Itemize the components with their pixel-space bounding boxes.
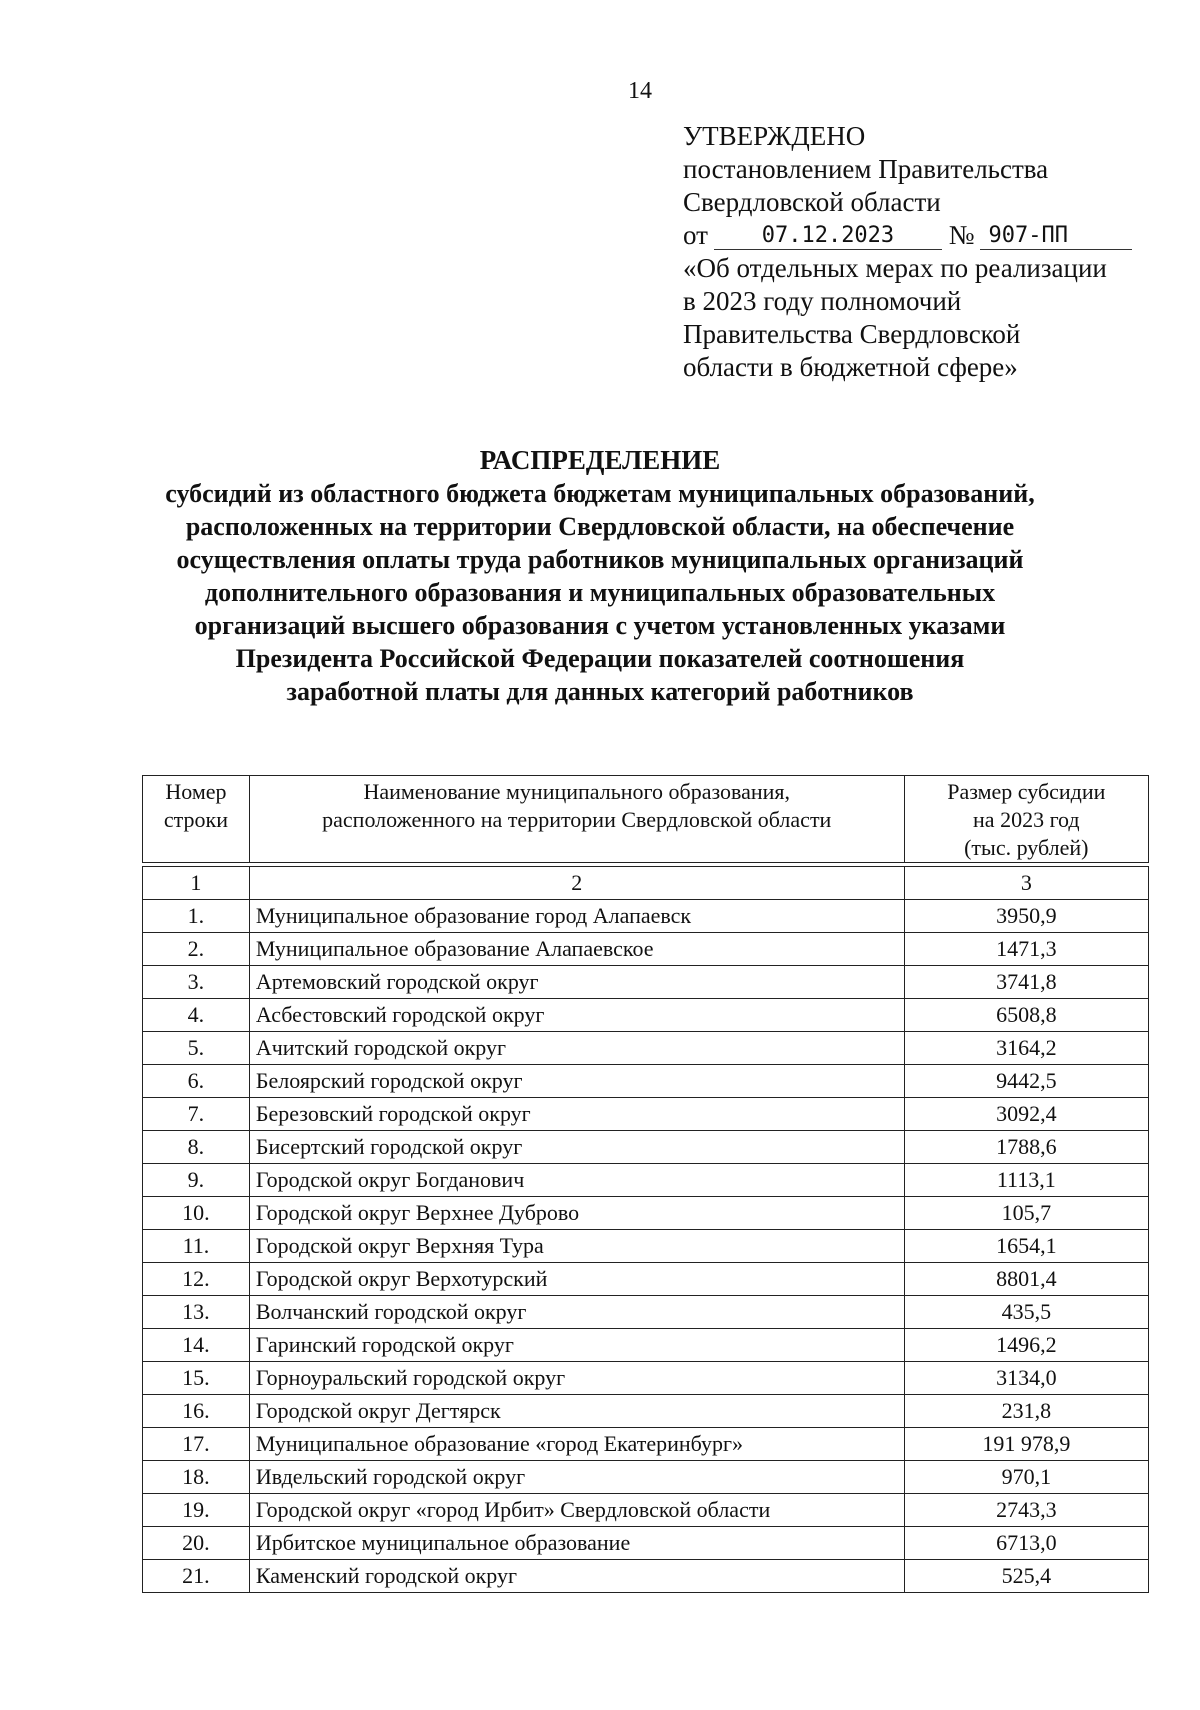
- number-label: №: [948, 220, 975, 250]
- header-text: Номер: [165, 779, 227, 804]
- subsidy-amount: 3950,9: [904, 900, 1148, 933]
- header-subsidy-amount: [904, 776, 1148, 863]
- table-row: [143, 1263, 1149, 1296]
- table-row: [143, 1329, 1149, 1362]
- municipality-name: Асбестовский городской округ: [249, 999, 904, 1032]
- municipality-name: Волчанский городской округ: [249, 1296, 904, 1329]
- header-text: Размер субсидии: [947, 779, 1106, 804]
- table-row: [143, 1296, 1149, 1329]
- municipality-name: Муниципальное образование Алапаевское: [249, 933, 904, 966]
- approval-line: Свердловской области: [683, 187, 941, 217]
- table-row: [143, 1164, 1149, 1197]
- title-line: расположенных на территории Свердловской области, на обеспечение: [185, 512, 1015, 541]
- table-row: [143, 1362, 1149, 1395]
- header-municipality-name: [249, 776, 904, 863]
- table-row: [143, 1032, 1149, 1065]
- municipality-name: Горноуральский городской округ: [249, 1362, 904, 1395]
- subsidy-amount: 970,1: [904, 1461, 1148, 1494]
- row-number: 7.: [143, 1098, 250, 1131]
- row-number: 13.: [143, 1296, 250, 1329]
- municipality-name: Муниципальное образование город Алапаевск: [249, 900, 904, 933]
- municipality-name: Белоярский городской округ: [249, 1065, 904, 1098]
- row-number: 21.: [143, 1560, 250, 1593]
- table-row: [143, 900, 1149, 933]
- row-number: 15.: [143, 1362, 250, 1395]
- resolution-date: 07.12.2023: [714, 223, 942, 250]
- table-row: [143, 966, 1149, 999]
- subsidy-amount: 1654,1: [904, 1230, 1148, 1263]
- document-title: [130, 444, 1070, 708]
- table-row: [143, 1428, 1149, 1461]
- header-text: на 2023 год: [973, 807, 1080, 832]
- title-line: Президента Российской Федерации показателей соотношения: [235, 644, 965, 673]
- row-number: 11.: [143, 1230, 250, 1263]
- row-number: 2.: [143, 933, 250, 966]
- subsidy-amount: 2743,3: [904, 1494, 1148, 1527]
- approval-line: «Об отдельных мерах по реализации: [683, 253, 1107, 283]
- subsidy-amount: 231,8: [904, 1395, 1148, 1428]
- municipality-name: Городской округ Верхотурский: [249, 1263, 904, 1296]
- approval-date-number-line: [683, 219, 1153, 252]
- municipality-name: Артемовский городской округ: [249, 966, 904, 999]
- row-number: 12.: [143, 1263, 250, 1296]
- row-number: 14.: [143, 1329, 250, 1362]
- row-number: 20.: [143, 1527, 250, 1560]
- municipality-name: Городской округ Верхняя Тура: [249, 1230, 904, 1263]
- table-row: [143, 1098, 1149, 1131]
- title-main: РАСПРЕДЕЛЕНИЕ: [479, 445, 721, 475]
- table-row: [143, 1527, 1149, 1560]
- row-number: 17.: [143, 1428, 250, 1461]
- title-line: заработной платы для данных категорий работников: [286, 677, 914, 706]
- subsidy-amount: 1113,1: [904, 1164, 1148, 1197]
- column-number: 3: [904, 867, 1148, 900]
- row-number: 10.: [143, 1197, 250, 1230]
- municipality-name: Каменский городской округ: [249, 1560, 904, 1593]
- title-line: дополнительного образования и муниципальных образовательных: [204, 578, 996, 607]
- subsidy-amount: 3164,2: [904, 1032, 1148, 1065]
- subsidy-amount: 1471,3: [904, 933, 1148, 966]
- header-text: расположенного на территории Свердловской области: [322, 807, 832, 832]
- approval-heading: УТВЕРЖДЕНО: [683, 121, 866, 151]
- table-row: [143, 1395, 1149, 1428]
- subsidy-amount: 105,7: [904, 1197, 1148, 1230]
- municipality-name: Гаринский городской округ: [249, 1329, 904, 1362]
- table-row: [143, 933, 1149, 966]
- approval-line: Правительства Свердловской: [683, 319, 1021, 349]
- municipality-name: Городской округ Дегтярск: [249, 1395, 904, 1428]
- table-row: [143, 1230, 1149, 1263]
- column-number: 2: [249, 867, 904, 900]
- subsidy-amount: 9442,5: [904, 1065, 1148, 1098]
- header-text: Наименование муниципального образования,: [363, 779, 791, 804]
- table-row: [143, 1461, 1149, 1494]
- municipality-name: Ивдельский городской округ: [249, 1461, 904, 1494]
- municipality-name: Муниципальное образование «город Екатеринбург»: [249, 1428, 904, 1461]
- column-number-row: [143, 867, 1149, 900]
- row-number: 5.: [143, 1032, 250, 1065]
- municipality-name: Городской округ Верхнее Дуброво: [249, 1197, 904, 1230]
- from-label: от: [683, 220, 708, 250]
- municipality-name: Городской округ «город Ирбит» Свердловской области: [249, 1494, 904, 1527]
- subsidy-amount: 3741,8: [904, 966, 1148, 999]
- page-number: 14: [628, 78, 652, 104]
- column-number: 1: [143, 867, 250, 900]
- row-number: 16.: [143, 1395, 250, 1428]
- municipality-name: Березовский городской округ: [249, 1098, 904, 1131]
- subsidy-amount: 435,5: [904, 1296, 1148, 1329]
- subsidy-amount: 191 978,9: [904, 1428, 1148, 1461]
- header-text: строки: [163, 807, 228, 832]
- title-line: организаций высшего образования с учетом установленных указами: [194, 611, 1006, 640]
- municipality-name: Городской округ Богданович: [249, 1164, 904, 1197]
- row-number: 1.: [143, 900, 250, 933]
- approval-line: постановлением Правительства: [683, 154, 1049, 184]
- resolution-number: 907-ПП: [980, 223, 1132, 250]
- table-row: [143, 1560, 1149, 1593]
- subsidy-amount: 3092,4: [904, 1098, 1148, 1131]
- subsidy-amount: 6508,8: [904, 999, 1148, 1032]
- table-header-row: [143, 776, 1149, 863]
- subsidy-distribution-table: [142, 775, 1149, 1593]
- approval-line: области в бюджетной сфере»: [683, 352, 1018, 382]
- subsidy-amount: 6713,0: [904, 1527, 1148, 1560]
- table-row: [143, 1197, 1149, 1230]
- row-number: 6.: [143, 1065, 250, 1098]
- municipality-name: Ирбитское муниципальное образование: [249, 1527, 904, 1560]
- table-row: [143, 1065, 1149, 1098]
- row-number: 19.: [143, 1494, 250, 1527]
- table-row: [143, 1494, 1149, 1527]
- approval-line: в 2023 году полномочий: [683, 286, 962, 316]
- row-number: 9.: [143, 1164, 250, 1197]
- subsidy-amount: 525,4: [904, 1560, 1148, 1593]
- header-text: (тыс. рублей): [964, 835, 1089, 860]
- header-row-number: [143, 776, 250, 863]
- row-number: 3.: [143, 966, 250, 999]
- row-number: 4.: [143, 999, 250, 1032]
- municipality-name: Бисертский городской округ: [249, 1131, 904, 1164]
- municipality-name: Ачитский городской округ: [249, 1032, 904, 1065]
- table-row: [143, 999, 1149, 1032]
- approval-block: [683, 120, 1153, 384]
- subsidy-amount: 1496,2: [904, 1329, 1148, 1362]
- row-number: 18.: [143, 1461, 250, 1494]
- row-number: 8.: [143, 1131, 250, 1164]
- subsidy-amount: 8801,4: [904, 1263, 1148, 1296]
- title-line: субсидий из областного бюджета бюджетам муниципальных образований,: [165, 479, 1035, 508]
- subsidy-amount: 1788,6: [904, 1131, 1148, 1164]
- title-line: осуществления оплаты труда работников муниципальных организаций: [176, 545, 1024, 574]
- subsidy-amount: 3134,0: [904, 1362, 1148, 1395]
- table-row: [143, 1131, 1149, 1164]
